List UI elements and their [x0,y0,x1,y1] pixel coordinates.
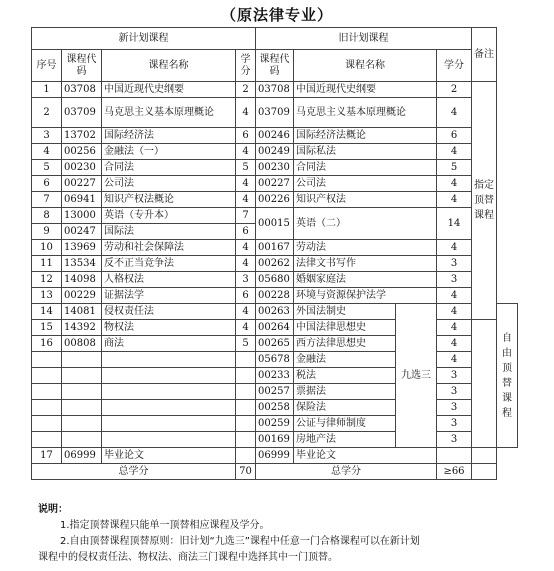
table-cell: 17 [32,448,62,464]
table-cell: 4 [236,240,256,256]
table-cell: 3 [437,256,472,272]
table-cell: 4 [236,304,256,320]
table-cell: 劳动和社会保障法 [102,240,236,256]
course-table [31,27,518,480]
table-cell: 3 [437,384,472,400]
old-name-header: 课程名称 [294,50,437,82]
table-cell: 5 [437,160,472,176]
note-1: 1.指定顶替课程只能单一顶替相应课程及学分。 [60,520,270,531]
table-cell [236,352,256,368]
table-cell: 06999 [62,448,102,464]
table-cell: 10 [32,240,62,256]
table-cell: 7 [32,192,62,208]
table-cell: 3 [437,272,472,288]
table-cell: 00264 [256,320,294,336]
table-cell: 03708 [62,82,102,98]
table-cell [102,416,236,432]
table-cell: 03709 [62,98,102,128]
new-name-header: 课程名称 [102,50,236,82]
table-cell [62,416,102,432]
table-cell: 4 [437,144,472,160]
table-cell: 3 [437,368,472,384]
table-cell: 4 [437,320,472,336]
table-cell: 03709 [256,98,294,128]
table-cell: 15 [32,320,62,336]
table-cell [102,384,236,400]
total-value-new: 70 [236,464,256,480]
table-cell [102,368,236,384]
table-cell: 00015 [256,208,294,240]
table-cell: 马克思主义基本原理概论 [294,98,437,128]
table-cell [437,448,472,464]
table-cell: 票据法 [294,384,396,400]
table-cell: 03708 [256,82,294,98]
table-cell: 英语（二） [294,208,437,240]
table-cell: 商法 [102,336,236,352]
table-cell [236,432,256,448]
table-cell: 14 [437,208,472,240]
notes-label: 说明： [38,504,68,515]
table-cell: 14098 [62,272,102,288]
table-cell [236,400,256,416]
new-plan-header: 新计划课程 [32,28,256,50]
table-cell: 国际法 [102,224,236,240]
table-cell: 房地产法 [294,432,396,448]
old-plan-header: 旧计划课程 [256,28,472,50]
table-cell: 00258 [256,400,294,416]
table-cell: 4 [437,288,472,304]
table-cell: 国际私法 [294,144,437,160]
table-cell: 8 [32,208,62,224]
table-cell: 3 [437,432,472,448]
table-cell: 00229 [62,288,102,304]
table-cell: 物权法 [102,320,236,336]
table-cell: 3 [437,416,472,432]
table-cell: 4 [236,256,256,272]
table-cell: 人格权法 [102,272,236,288]
table-cell: 2 [32,98,62,128]
notes [38,502,538,566]
table-cell: 00228 [256,288,294,304]
table-cell: 13000 [62,208,102,224]
table-cell [32,400,62,416]
table-cell: 14081 [62,304,102,320]
table-cell: 13969 [62,240,102,256]
table-cell: 00249 [256,144,294,160]
table-cell [62,432,102,448]
table-cell [62,368,102,384]
table-cell: 4 [437,240,472,256]
table-cell: 6 [236,224,256,240]
table-cell: 00263 [256,304,294,320]
table-cell: 法律文书写作 [294,256,437,272]
page-title: （原法律专业） [220,6,333,24]
table-cell: 06941 [62,192,102,208]
table-cell: 4 [236,192,256,208]
total-value-old: ≥66 [437,464,472,480]
table-cell [32,368,62,384]
total-label-old: 总学分 [256,464,437,480]
new-credit-header: 学分 [236,50,256,82]
table-cell: 公司法 [294,176,437,192]
table-cell [62,384,102,400]
table-cell: 00257 [256,384,294,400]
table-cell: 00230 [62,160,102,176]
table-cell: 3 [437,400,472,416]
new-code-header: 课程代码 [62,50,102,82]
table-cell: 14392 [62,320,102,336]
table-cell: 6 [236,288,256,304]
table-cell: 4 [437,352,472,368]
table-cell: 环境与资源保护法学 [294,288,437,304]
table-cell: 00247 [62,224,102,240]
table-cell: 合同法 [102,160,236,176]
table-cell: 4 [236,320,256,336]
table-cell: 劳动法 [294,240,437,256]
table-cell: 证据法学 [102,288,236,304]
table-cell: 侵权责任法 [102,304,236,320]
table-cell: 05678 [256,352,294,368]
table-cell: 00167 [256,240,294,256]
table-cell [102,400,236,416]
table-cell: 4 [437,304,472,320]
table-cell: 06999 [256,448,294,464]
table-cell: 00226 [256,192,294,208]
table-cell [62,352,102,368]
table-cell [102,432,236,448]
table-cell: 5 [236,336,256,352]
table-cell [32,432,62,448]
table-cell: 1 [32,82,62,98]
table-cell: 3 [32,128,62,144]
table-cell: 00246 [256,128,294,144]
table-cell [472,448,497,464]
table-cell: 知识产权法 [294,192,437,208]
seq-header: 序号 [32,50,62,82]
table-cell: 00227 [256,176,294,192]
table-cell: 9 [32,224,62,240]
table-cell: 5 [236,160,256,176]
remark-free: 自由顶替课程 [497,304,518,448]
table-cell: 00256 [62,144,102,160]
table-cell [236,416,256,432]
old-credit-header: 学分 [437,50,472,82]
table-cell: 4 [236,144,256,160]
table-cell: 5 [32,160,62,176]
nine-choose-three: 九选三 [396,304,437,448]
table-cell: 00265 [256,336,294,352]
table-cell: 英语（专升本） [102,208,236,224]
table-cell: 05680 [256,272,294,288]
table-cell: 11 [32,256,62,272]
table-cell: 金融法（一） [102,144,236,160]
table-cell: 4 [437,176,472,192]
table-cell: 4 [236,98,256,128]
table-cell: 反不正当竞争法 [102,256,236,272]
table-cell: 13702 [62,128,102,144]
table-cell: 马克思主义基本原理概论 [102,98,236,128]
table-cell: 00230 [256,160,294,176]
table-cell: 婚姻家庭法 [294,272,437,288]
table-cell: 外国法制史 [294,304,396,320]
table-cell [236,384,256,400]
table-cell: 00808 [62,336,102,352]
table-cell: 14 [32,304,62,320]
table-cell: 国际经济法 [102,128,236,144]
table-cell: 中国近现代史纲要 [294,82,437,98]
remark-designated: 指定顶替课程 [472,82,497,320]
old-code-header: 课程代码 [256,50,294,82]
table-cell: 3 [236,272,256,288]
table-cell: 13534 [62,256,102,272]
note-2: 2.自由顶替课程顶替原则：旧计划“九选三”课程中任意一门合格课程可以在新计划 [60,536,420,547]
table-cell: 12 [32,272,62,288]
table-cell: 税法 [294,368,396,384]
table-cell: 保险法 [294,400,396,416]
table-cell: 00227 [62,176,102,192]
total-label-new: 总学分 [32,464,236,480]
table-cell: 4 [236,176,256,192]
remark-header: 备注 [472,28,497,82]
table-cell: 中国近现代史纲要 [102,82,236,98]
note-2-cont: 课程中的侵权责任法、物权法、商法三门课程中选择其中一门顶替。 [38,552,338,563]
table-cell: 4 [437,192,472,208]
table-cell: 13 [32,288,62,304]
table-cell [32,416,62,432]
table-cell: 6 [236,128,256,144]
table-cell: 6 [32,176,62,192]
table-cell: 知识产权法概论 [102,192,236,208]
table-cell [62,400,102,416]
table-cell [32,352,62,368]
table-cell: 00259 [256,416,294,432]
table-cell: 00169 [256,432,294,448]
table-cell: 国际经济法概论 [294,128,437,144]
table-cell: 公证与律师制度 [294,416,396,432]
table-cell [472,464,497,480]
table-cell: 00262 [256,256,294,272]
table-cell: 2 [236,82,256,98]
table-cell: 金融法 [294,352,396,368]
table-cell: 4 [437,98,472,128]
table-cell [236,448,256,464]
table-cell [236,368,256,384]
table-cell: 00233 [256,368,294,384]
table-cell: 7 [236,208,256,224]
table-cell [102,352,236,368]
table-cell: 毕业论文 [294,448,437,464]
table-cell: 16 [32,336,62,352]
table-cell [32,384,62,400]
table-cell: 6 [437,128,472,144]
table-cell: 毕业论文 [102,448,236,464]
table-cell: 合同法 [294,160,437,176]
table-cell: 公司法 [102,176,236,192]
table-cell: 4 [437,336,472,352]
table-cell: 西方法律思想史 [294,336,396,352]
table-cell: 4 [32,144,62,160]
table-cell: 2 [437,82,472,98]
table-cell: 中国法律思想史 [294,320,396,336]
